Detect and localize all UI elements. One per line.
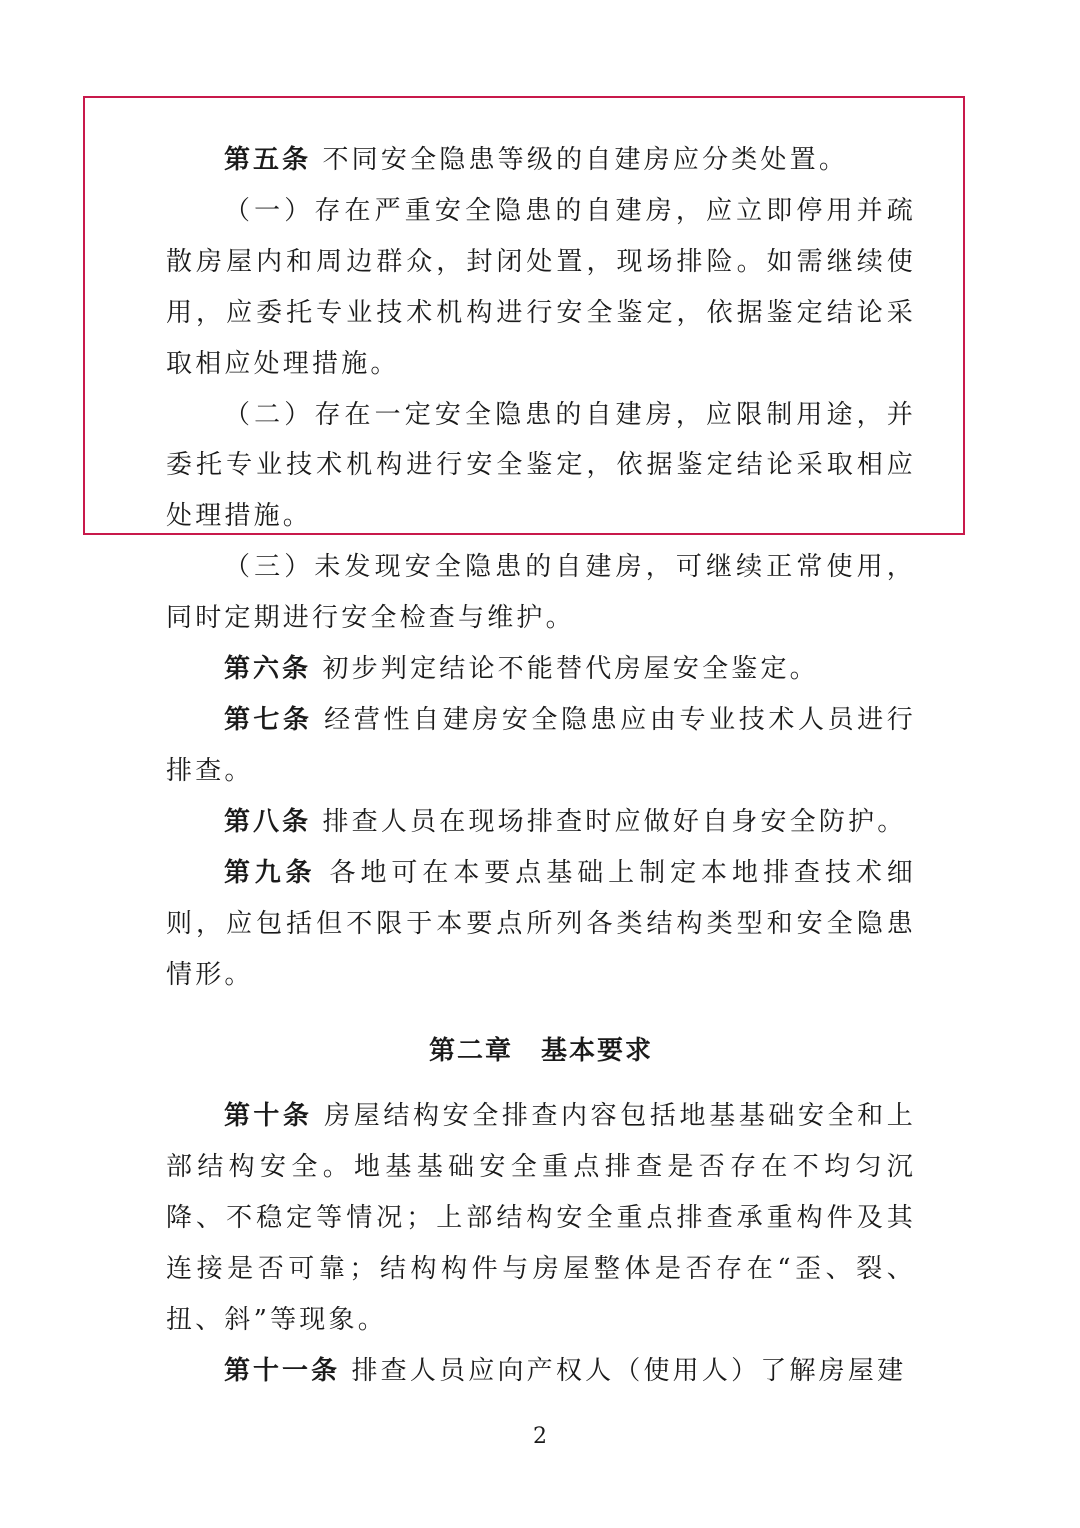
article-label: 第九条: [224, 857, 317, 888]
article-text: 排查人员在现场排查时应做好自身安全防护。: [322, 806, 907, 837]
article-text: 初步判定结论不能替代房屋安全鉴定。: [322, 654, 819, 685]
clause-text: （三）未发现安全隐患的自建房，可继续正常使用，同时定期进行安全检查与维护。: [166, 552, 916, 634]
article-label: 第八条: [224, 806, 312, 837]
spacer: [166, 1077, 916, 1091]
article-label: 第五条: [224, 145, 312, 175]
clause-1: [166, 186, 916, 390]
clause-text: （二）存在一定安全隐患的自建房，应限制用途，并委托专业技术机构进行安全鉴定，依据鉴定结论采取相应处理措施。: [166, 399, 916, 532]
article-text: 各地可在本要点基础上制定本地排查技术细则，应包括但不限于本要点所列各类结构类型和安全隐患情形。: [166, 857, 916, 990]
article-label: 第十一条: [224, 1355, 341, 1386]
article-10: [166, 1091, 916, 1346]
article-label: 第六条: [224, 654, 312, 685]
article-9: [166, 848, 916, 1001]
article-label: 第七条: [224, 704, 313, 735]
clause-2: [166, 390, 916, 543]
clause-3: [166, 542, 916, 644]
article-11: [166, 1346, 916, 1397]
article-8: [166, 797, 916, 848]
article-text: 经营性自建房安全隐患应由专业技术人员进行排查。: [166, 704, 916, 786]
clause-text: （一）存在严重安全隐患的自建房，应立即停用并疏散房屋内和周边群众，封闭处置，现场排险。如需继续使用，应委托专业技术机构进行安全鉴定，依据鉴定结论采取相应处理措施。: [166, 195, 916, 379]
page-number: 2: [533, 1424, 547, 1449]
chapter-heading: 第二章 基本要求: [428, 1036, 653, 1067]
document-body: [166, 135, 916, 1397]
article-text: 排查人员应向产权人（使用人）了解房屋建: [351, 1355, 907, 1386]
article-7: [166, 695, 916, 797]
article-text: 房屋结构安全排查内容包括地基基础安全和上部结构安全。地基基础安全重点排查是否存在不均匀沉降、不稳定等情况；上部结构安全重点排查承重构件及其连接是否可靠；结构构件与房屋整体是否存在“歪、裂、扭、斜”等现象。: [166, 1101, 916, 1335]
article-6: [166, 644, 916, 695]
article-5: [166, 135, 916, 186]
spacer: [166, 1000, 916, 1026]
article-text: 不同安全隐患等级的自建房应分类处置。: [322, 145, 849, 175]
article-label: 第十条: [224, 1101, 313, 1132]
